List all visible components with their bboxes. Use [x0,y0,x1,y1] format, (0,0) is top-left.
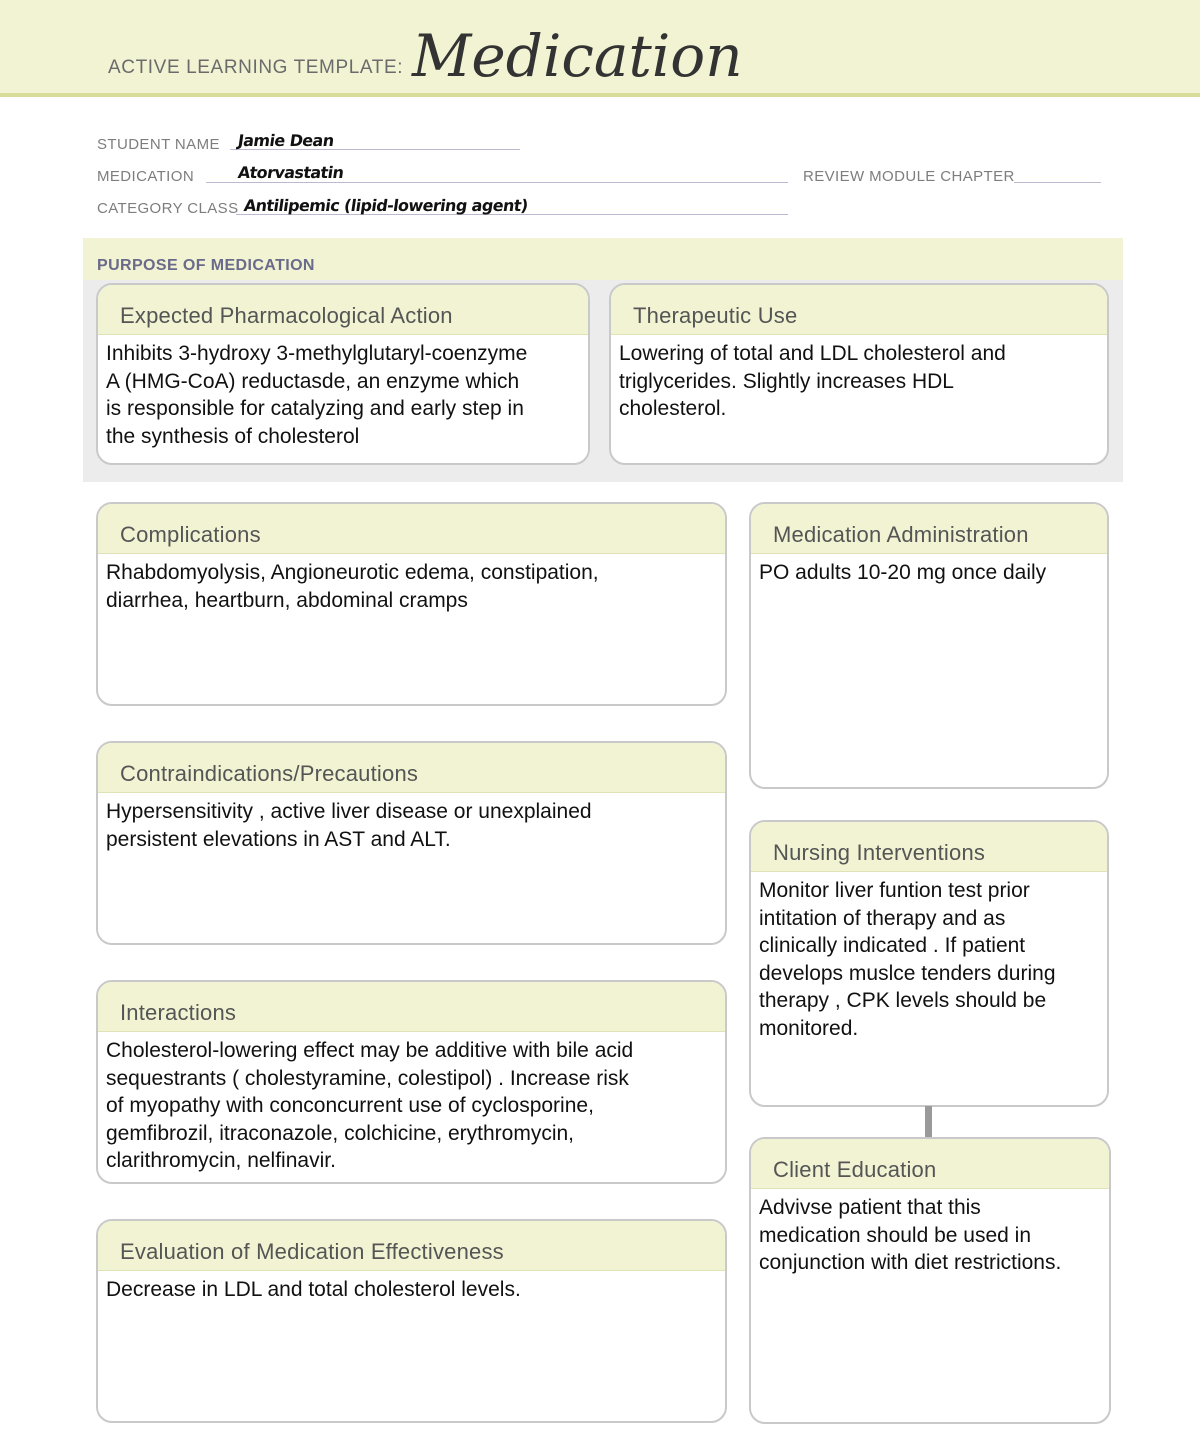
therapeutic-use-title: Therapeutic Use [611,285,1107,335]
complications-body[interactable]: Rhabdomyolysis, Angioneurotic edema, constipation, diarrhea, heartburn, abdominal cramps [106,561,599,612]
complications-title: Complications [98,504,725,554]
medication-label: MEDICATION [97,168,195,185]
medication-value[interactable]: Atorvastatin [236,163,345,182]
expected-action-card [96,283,590,465]
template-header [0,0,1200,97]
client-education-card [749,1137,1111,1424]
evaluation-card [96,1219,727,1423]
review-module-line[interactable] [1014,182,1101,183]
template-title: Medication [412,22,743,90]
client-education-body[interactable]: Advivse patient that this medication should be used in conjunction with diet restrictions. [759,1196,1062,1274]
complications-card [96,502,727,706]
purpose-header [83,238,1123,280]
student-name-label: STUDENT NAME [97,136,220,153]
administration-title: Medication Administration [751,504,1107,554]
category-class-label: CATEGORY CLASS [97,200,239,217]
administration-body[interactable]: PO adults 10-20 mg once daily [759,561,1047,584]
card-connector [925,1106,932,1137]
evaluation-title: Evaluation of Medication Effectiveness [98,1221,725,1271]
therapeutic-use-body[interactable]: Lowering of total and LDL cholesterol and triglycerides. Slightly increases HDL cholesterol. [619,342,1006,420]
interactions-body[interactable]: Cholesterol-lowering effect may be additive with bile acid sequestrants ( cholestyramine, colestipol) . Increase risk of myopathy with conconcurrent use of cyclosporine, gemfibrozil, itraconazole, colchicine, erythromycin, clarithromycin, nelfinavir. [106,1039,634,1172]
client-education-title: Client Education [751,1139,1109,1189]
interactions-title: Interactions [98,982,725,1032]
template-label: ACTIVE LEARNING TEMPLATE: [108,57,404,78]
interactions-card [96,980,727,1184]
nursing-interventions-card [749,820,1109,1107]
therapeutic-use-card [609,283,1109,465]
nursing-interventions-body[interactable]: Monitor liver funtion test prior intitation of therapy and as clinically indicated . If patient develops muslce tenders during therapy , CPK levels should be monitored. [759,879,1056,1040]
nursing-interventions-title: Nursing Interventions [751,822,1107,872]
expected-action-body[interactable]: Inhibits 3-hydroxy 3-methylglutaryl-coenzyme A (HMG-CoA) reductasde, an enzyme which is responsible for catalyzing and early step in the synthesis of cholesterol [106,342,528,448]
contraindications-body[interactable]: Hypersensitivity , active liver disease or unexplained persistent elevations in AST and ALT. [106,800,592,851]
expected-action-title: Expected Pharmacological Action [98,285,588,335]
evaluation-body[interactable]: Decrease in LDL and total cholesterol levels. [106,1278,521,1301]
review-module-label: REVIEW MODULE CHAPTER [803,168,1015,185]
medication-line[interactable] [206,182,788,183]
contraindications-card [96,741,727,945]
student-name-value[interactable]: Jamie Dean [236,131,335,150]
category-class-value[interactable]: Antilipemic (lipid-lowering agent) [242,196,529,215]
purpose-title: PURPOSE OF MEDICATION [97,257,315,274]
administration-card [749,502,1109,789]
contraindications-title: Contraindications/Precautions [98,743,725,793]
